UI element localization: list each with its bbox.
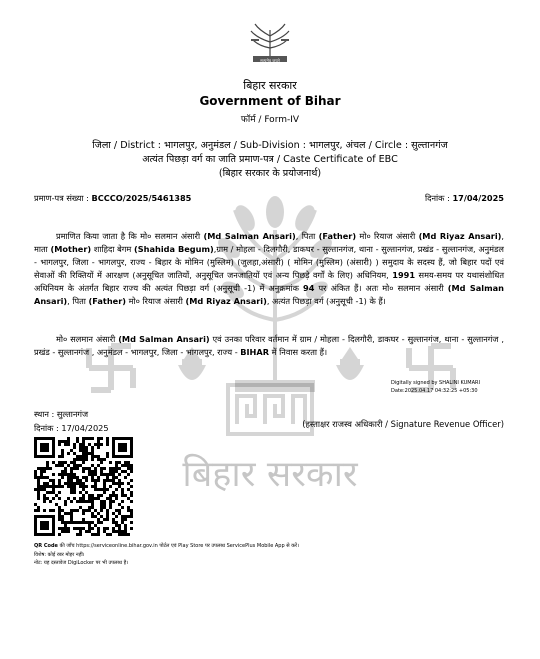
- para1-segment: पर अंकित हैं। अतः मो० सलमान अंसारी: [314, 283, 448, 294]
- place-date: दिनांक : 17/04/2025: [34, 423, 109, 433]
- digital-signature-line2: Date:2025.04.17 04:32:25 +05:30: [391, 388, 478, 394]
- para2-segment: (Md Salman Ansari): [118, 334, 210, 344]
- para1-segment: मो० रियाज अंसारी: [356, 231, 419, 241]
- header-hindi-title: बिहार सरकार: [243, 79, 297, 92]
- certificate-number: [34, 193, 191, 204]
- qr-prefix: QR Code: [34, 543, 60, 549]
- header-english-title: Government of Bihar: [199, 94, 341, 108]
- no-stamp-note: विशेष: कोई रबर मोहर नहीं।: [34, 552, 85, 558]
- para1-segment: शाहिदा बेगम: [91, 244, 135, 255]
- para1-segment: (Md Riyaz Ansari): [185, 296, 267, 307]
- date-value: 17/04/2025: [452, 193, 504, 203]
- para1-segment: (Father): [318, 231, 357, 241]
- para1-segment: (Md Riyaz Ansari): [418, 231, 502, 241]
- para2-segment: में निवास करता हैं।: [269, 347, 328, 358]
- para1-segment: मो० रियाज अंसारी: [126, 296, 186, 307]
- para1-segment: ,ग्राम / मोहला - दिलगौरी, डाकघर - सुल्तानगंज, थाना - सुल्तानगंज, प्रखंड - सुल्तानगंज, अनुमंडल - भागलपुर, जिला - भागलपुर, राज्य - बिहार के मोमिन (मुस्लिम) (जुलहा,अंसारी) ( मोमिन (मुस्लिम) (अंसारी) ) समुदाय के सदस्य हैं, जो बिहार पदों एवं सेवाओं की रिक्तियों में आरक्षण (अनुसूचित जातियों, अनुसूचित जनजातियों एवं अन्य पिछड़े वर्गों के लिए) अधिनियम,: [34, 244, 504, 281]
- cert-no-label: प्रमाण-पत्र संख्या :: [34, 193, 92, 203]
- certificate-purpose: (बिहार सरकार के प्रयोजनार्थ): [218, 168, 322, 179]
- para1-segment: , अत्यंत पिछड़ा वर्ग (अनुसूची -1) के हैं।: [266, 296, 386, 307]
- para2-segment: BIHAR: [240, 347, 270, 358]
- cert-no-value: BCCCO/2025/5461385: [91, 193, 192, 203]
- para1-segment: (Mother): [50, 244, 92, 255]
- para1-segment: , पिता: [295, 231, 319, 241]
- para1-segment: समय-समय पर यथासंशोधित अधिनियम के अंतर्गत बिहार राज्य की अत्यंत पिछड़ा वर्ग (अनुसूची -1) में अनुक्रमांक: [34, 270, 504, 294]
- para1-segment: 1991: [392, 270, 416, 281]
- para1-segment: (Md Salman Ansari): [203, 231, 296, 241]
- digilocker-note: नोट: यह दस्तावेज DigiLocker पर भी उपलब्ध है।: [34, 560, 129, 566]
- qr-verify-text: की जाँच https://serviceonline.bihar.gov.in पोर्टल एवं Play Store पर उपलब्ध ServicePlus Mobile App से करें।: [59, 543, 299, 549]
- residence-paragraph: [34, 333, 504, 359]
- qr-code[interactable]: [34, 437, 133, 536]
- para1-segment: प्रमाणित किया जाता है कि मो० सलमान अंसारी: [56, 231, 204, 241]
- certificate-type: अत्यंत पिछड़ा वर्ग का जाति प्रमाण-पत्र / Caste Certificate of EBC: [142, 154, 398, 165]
- digital-signature-line1: Digitally signed by SHALINI KUMARI: [391, 380, 480, 386]
- qr-verification-note: [34, 543, 299, 549]
- emblem-motto: सत्यमेव जयते: [260, 58, 280, 63]
- bihar-emblem: [245, 22, 295, 68]
- para1-segment: , पिता: [67, 296, 89, 307]
- form-label: फॉर्म / Form-IV: [240, 115, 300, 125]
- para1-segment: 94: [303, 283, 315, 294]
- watermark-text: बिहार सरकार: [182, 454, 358, 495]
- para2-segment: एवं उनका परिवार वर्तमान में ग्राम / मोहला - दिलगौरी, डाकघर - सुल्तानगंज, थाना - सुल्तानगंज , प्रखंड - सुल्तानगंज , अनुमंडल - भागलपुर, जिला - भागलपुर, राज्य -: [34, 334, 505, 358]
- para2-segment: मो० सलमान अंसारी: [56, 334, 119, 344]
- signer-title: (हस्ताक्षर राजस्व अधिकारी / Signature Revenue Officer): [302, 419, 504, 429]
- para1-segment: (Father): [88, 296, 126, 307]
- date-label: दिनांक :: [425, 193, 453, 203]
- para1-segment: , माता: [34, 231, 505, 255]
- issue-date: [425, 193, 504, 204]
- place: स्थान : सुल्तानगंज: [34, 409, 89, 419]
- jurisdiction-line: जिला / District : भागलपुर, अनुमंडल / Sub-Division : भागलपुर, अंचल / Circle : सुल्तानगंज: [92, 140, 448, 151]
- para1-segment: (Shahida Begum): [134, 244, 214, 255]
- certificate-body-paragraph: [34, 230, 504, 309]
- para1-segment: (Md Salman Ansari): [34, 283, 504, 307]
